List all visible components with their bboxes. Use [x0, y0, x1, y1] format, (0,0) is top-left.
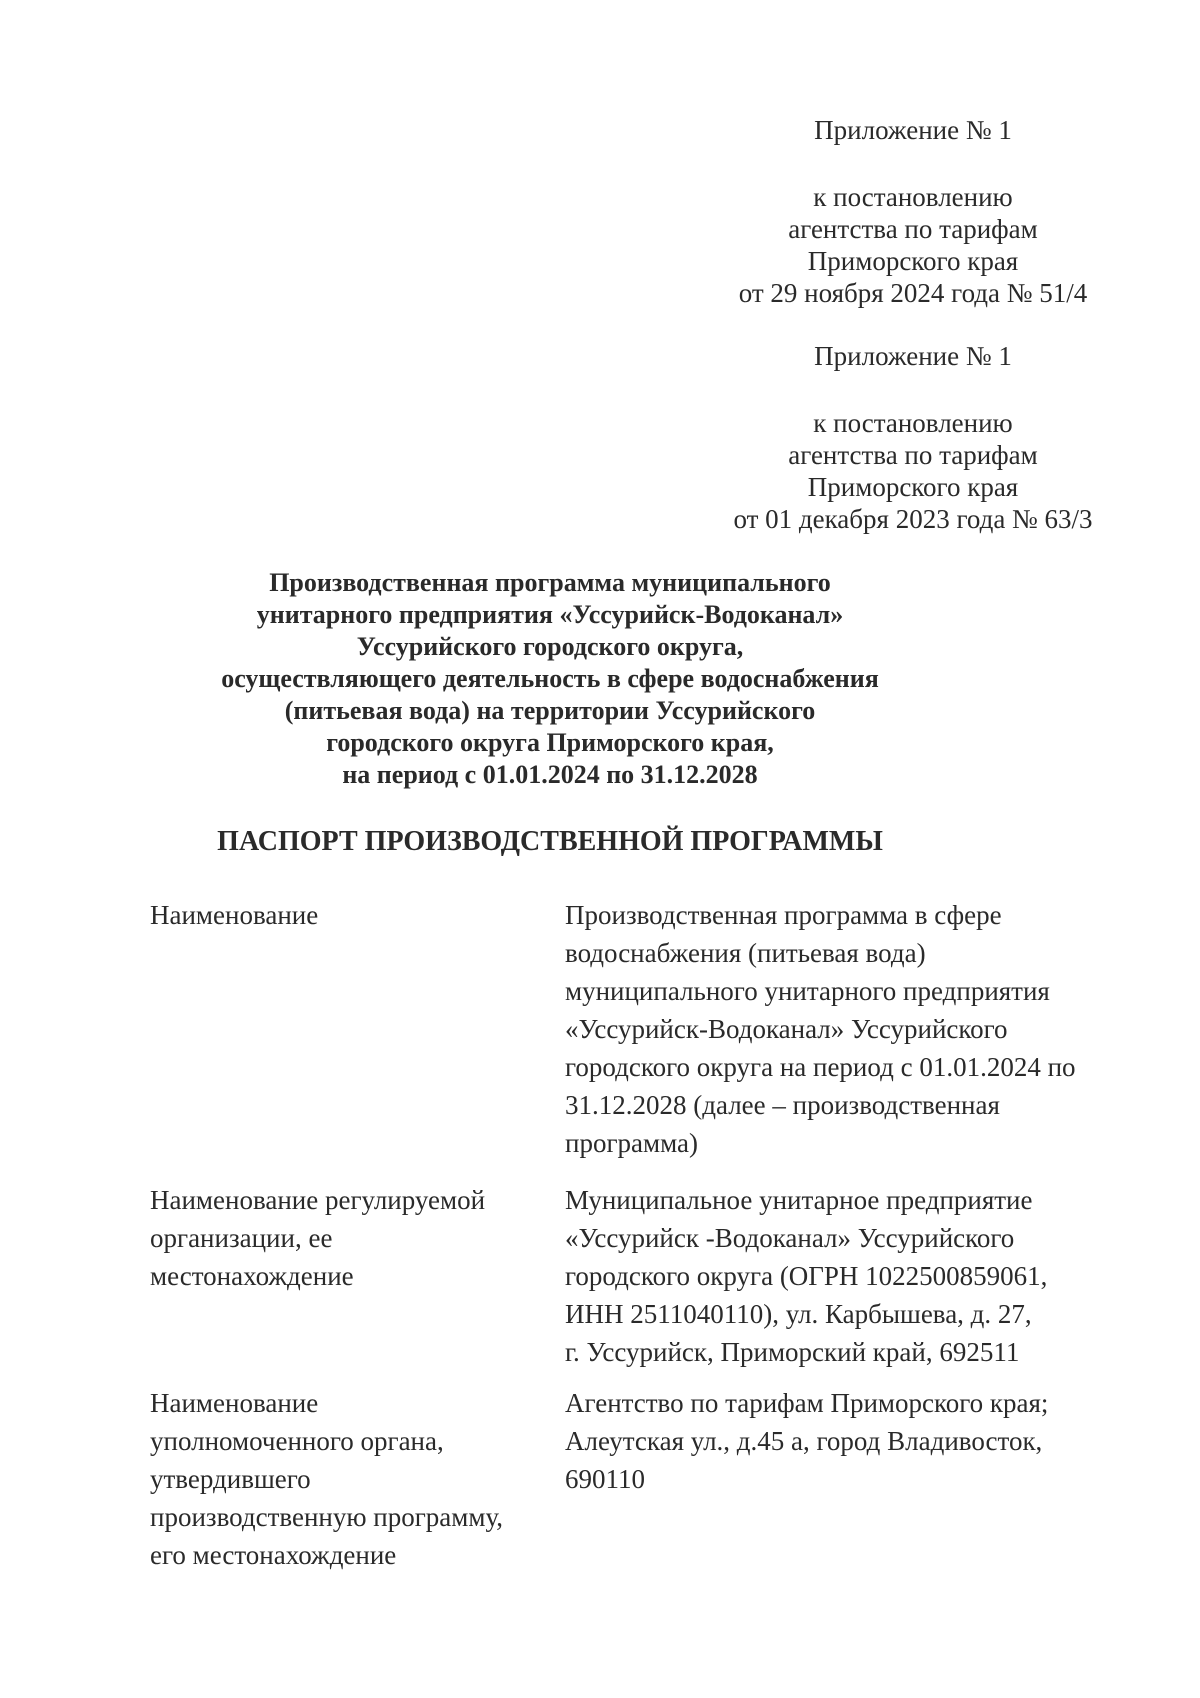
value-line: 690110: [565, 1464, 645, 1494]
label-line: его местонахождение: [150, 1540, 397, 1570]
appendix-label: Приложение № 1: [814, 115, 1012, 145]
appendix-date-line: от 01 декабря 2023 года № 63/3: [733, 504, 1093, 534]
value-line: программа): [565, 1128, 698, 1158]
appendix-line: Приморского края: [807, 246, 1019, 276]
label-line: Наименование регулируемой: [150, 1185, 486, 1215]
title-line: Уссурийского городского округа,: [356, 632, 744, 661]
title-line: (питьевая вода) на территории Уссурийского: [284, 696, 816, 725]
value-line: городского округа на период с 01.01.2024 по: [565, 1052, 1076, 1082]
passport-heading: ПАСПОРТ ПРОИЗВОДСТВЕННОЙ ПРОГРАММЫ: [217, 826, 883, 857]
value-line: муниципального унитарного предприятия: [565, 976, 1050, 1006]
title-line: осуществляющего деятельность в сфере водоснабжения: [221, 664, 879, 693]
appendix-label: Приложение № 1: [814, 341, 1012, 371]
value-line: «Уссурийск-Водоканал» Уссурийского: [565, 1014, 1008, 1044]
title-line: городского округа Приморского края,: [326, 728, 774, 757]
label-line: местонахождение: [150, 1261, 354, 1291]
appendix-line: агентства по тарифам: [788, 440, 1038, 470]
title-line: унитарного предприятия «Уссурийск-Водоканал»: [256, 600, 844, 629]
label-line: уполномоченного органа,: [150, 1426, 444, 1456]
value-line: ИНН 2511040110), ул. Карбышева, д. 27,: [565, 1299, 1032, 1329]
appendix-line: агентства по тарифам: [788, 214, 1038, 244]
value-line: городского округа (ОГРН 1022500859061,: [565, 1261, 1048, 1291]
row-label: [150, 896, 540, 934]
label-line: Наименование: [150, 900, 319, 930]
label-line: организации, ее: [150, 1223, 333, 1253]
appendix-header-original: [722, 340, 1104, 535]
row-label: [150, 1384, 540, 1574]
appendix-date-line: от 29 ноября 2024 года № 51/4: [738, 278, 1088, 308]
appendix-header-current: [728, 114, 1098, 309]
row-value: [565, 896, 1110, 1162]
row-label: [150, 1181, 540, 1295]
value-line: водоснабжения (питьевая вода): [565, 938, 926, 968]
value-line: 31.12.2028 (далее – производственная: [565, 1090, 1000, 1120]
appendix-line: Приморского края: [807, 472, 1019, 502]
title-line: на период с 01.01.2024 по 31.12.2028: [342, 760, 758, 789]
label-line: утвердившего: [150, 1464, 311, 1494]
title-line: Производственная программа муниципального: [269, 568, 831, 597]
value-line: г. Уссурийск, Приморский край, 692511: [565, 1337, 1020, 1367]
appendix-line: к постановлению: [813, 408, 1013, 438]
value-line: «Уссурийск -Водоканал» Уссурийского: [565, 1223, 1015, 1253]
label-line: производственную программу,: [150, 1502, 503, 1532]
value-line: Агентство по тарифам Приморского края;: [565, 1388, 1049, 1418]
value-line: Производственная программа в сфере: [565, 900, 1002, 930]
value-line: Алеутская ул., д.45 а, город Владивосток,: [565, 1426, 1043, 1456]
document-title: [150, 567, 950, 791]
row-value: [565, 1384, 1110, 1498]
appendix-line: к постановлению: [813, 182, 1013, 212]
value-line: Муниципальное унитарное предприятие: [565, 1185, 1033, 1215]
label-line: Наименование: [150, 1388, 319, 1418]
row-value: [565, 1181, 1110, 1371]
